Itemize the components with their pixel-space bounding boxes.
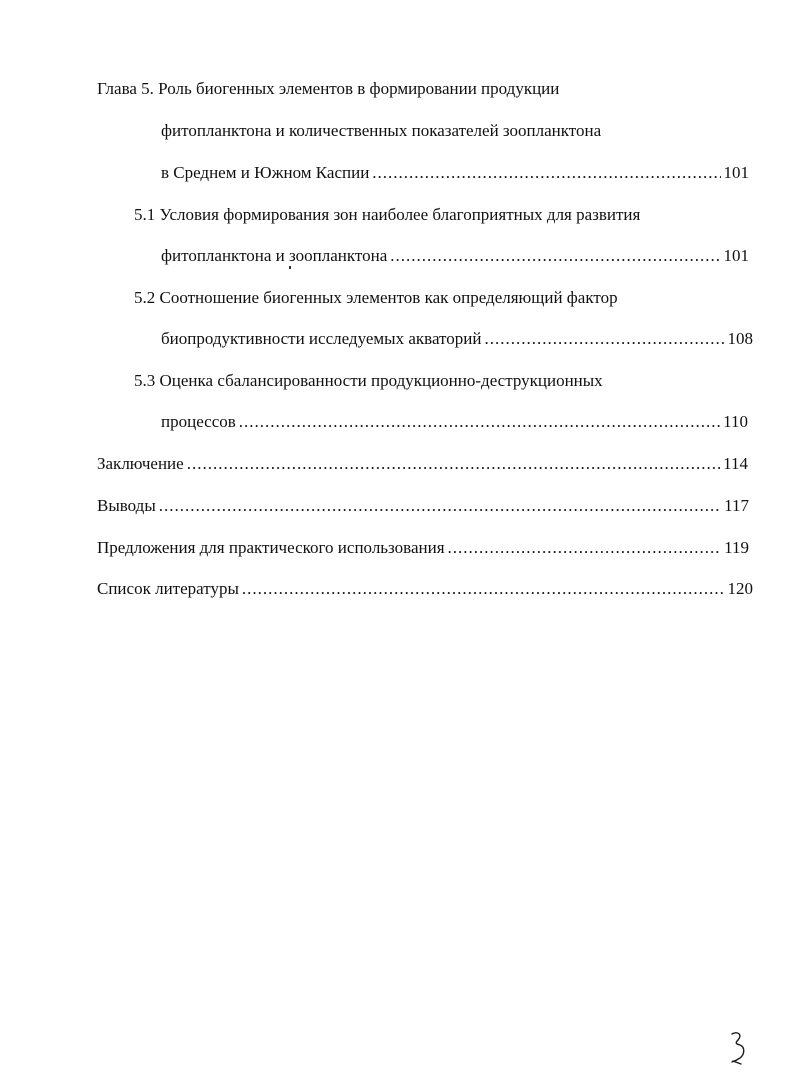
chapter5-title-line1: Глава 5. Роль биогенных элементов в формировании продукции [97,79,560,98]
section-5-2-page-number: 108 [727,329,753,348]
chapter5-title-line2: фитопланктона и количественных показателей зоопланктона [161,121,602,140]
toc-entry-proposals [97,537,749,559]
references-title: Список литературы [97,579,239,598]
findings-title: Выводы [97,496,156,515]
chapter5-title-line3: в Среднем и Южном Каспии [161,163,370,182]
leader-dots [372,162,720,184]
leader-dots [187,453,720,475]
section-5-3-title-line2: процессов [161,412,236,431]
leader-dots [390,245,720,267]
toc-entry-5-3 [161,411,748,433]
section-5-3-title-line1: 5.3 Оценка сбалансированности продукционно-деструкционных [134,371,603,390]
leader-dots [159,495,721,517]
leader-dots [242,578,725,600]
toc-entry-5-2 [161,328,753,350]
conclusion-page-number: 114 [723,454,748,473]
proposals-page-number: 119 [724,538,749,557]
leader-dots [239,411,720,433]
section-5-1-title-line1: 5.1 Условия формирования зон наиболее благоприятных для развития [134,205,641,224]
section-5-2-title-line2: биопродуктивности исследуемых акваторий [161,329,482,348]
toc-entry-5-1 [161,245,749,267]
leader-dots [484,328,724,350]
toc-entry-findings [97,495,749,517]
findings-page-number: 117 [724,496,749,515]
conclusion-title: Заключение [97,454,184,473]
toc-entry-chapter5 [161,162,749,184]
section-5-1-page-number: 101 [723,246,749,265]
handwritten-page-number-mark [728,1030,750,1066]
toc-entry-conclusion [97,453,748,475]
section-5-1-title-line2: фитопланктона и зоопланктона [161,246,388,265]
section-5-2-title-line1: 5.2 Соотношение биогенных элементов как определяющий фактор [134,288,618,307]
toc-entry-references [97,578,753,600]
proposals-title: Предложения для практического использования [97,538,445,557]
leader-dots [448,537,722,559]
section-5-3-page-number: 110 [723,412,748,431]
scan-speck [289,266,291,269]
references-page-number: 120 [727,579,753,598]
chapter5-page-number: 101 [723,163,749,182]
